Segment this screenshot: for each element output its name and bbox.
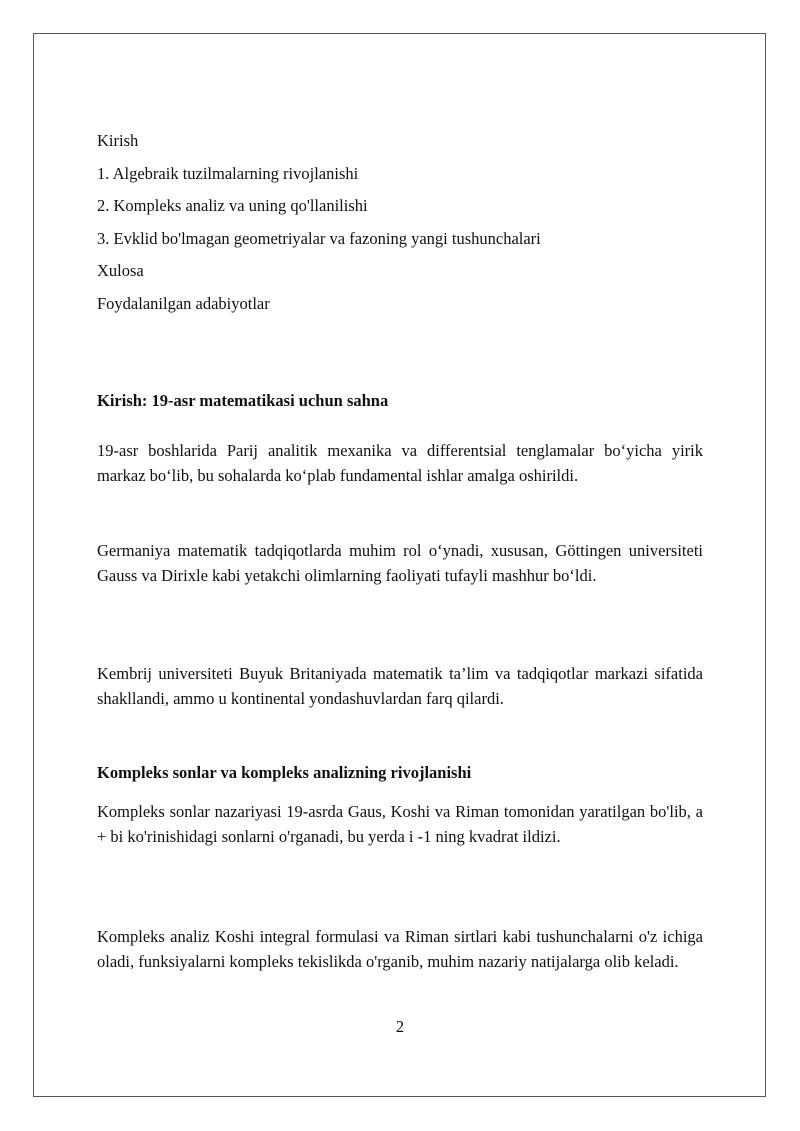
section-heading-intro: Kirish: 19-asr matematikasi uchun sahna [97,391,389,410]
toc-item-conclusion: Xulosa [97,261,144,281]
table-of-contents [97,127,703,323]
paragraph: Kembrij universiteti Buyuk Britaniyada matematik ta’lim va tadqiqotlar markazi sifatida shakllandi, ammo u kontinental yondashuvlardan farq qilardi. [97,664,703,708]
toc-item-2: 2. Kompleks analiz va uning qo'llanilishi [97,196,368,216]
toc-item-1: 1. Algebraik tuzilmalarning rivojlanishi [97,163,359,183]
paragraph: Germaniya matematik tadqiqotlarda muhim rol o‘ynadi, xususan, Göttingen universiteti Gauss va Dirixle kabi yetakchi olimlarning faoliyati tufayli mashhur bo‘ldi. [97,541,703,585]
toc-item-references: Foydalanilgan adabiyotlar [97,293,270,313]
toc-item-intro: Kirish [97,131,139,150]
paragraph: 19-asr boshlarida Parij analitik mexanika va differentsial tenglamalar bo‘yicha yirik markaz bo‘lib, bu sohalarda ko‘plab fundamental ishlar amalga oshirildi. [97,441,703,485]
section-heading-complex: Kompleks sonlar va kompleks analizning rivojlanishi [97,763,472,782]
toc-item-3: 3. Evklid bo'lmagan geometriyalar va fazoning yangi tushunchalari [97,228,541,248]
page-number: 2 [395,1017,405,1036]
paragraph: Kompleks analiz Koshi integral formulasi va Riman sirtlari kabi tushunchalarni o'z ichiga oladi, funksiyalarni kompleks tekislikda o'rganib, muhim nazariy natijalarga olib keladi. [97,927,703,971]
paragraph: Kompleks sonlar nazariyasi 19-asrda Gaus, Koshi va Riman tomonidan yaratilgan bo'lib, a + bi ko'rinishidagi sonlarni o'rganadi, bu yerda i -1 ning kvadrat ildizi. [97,802,703,846]
